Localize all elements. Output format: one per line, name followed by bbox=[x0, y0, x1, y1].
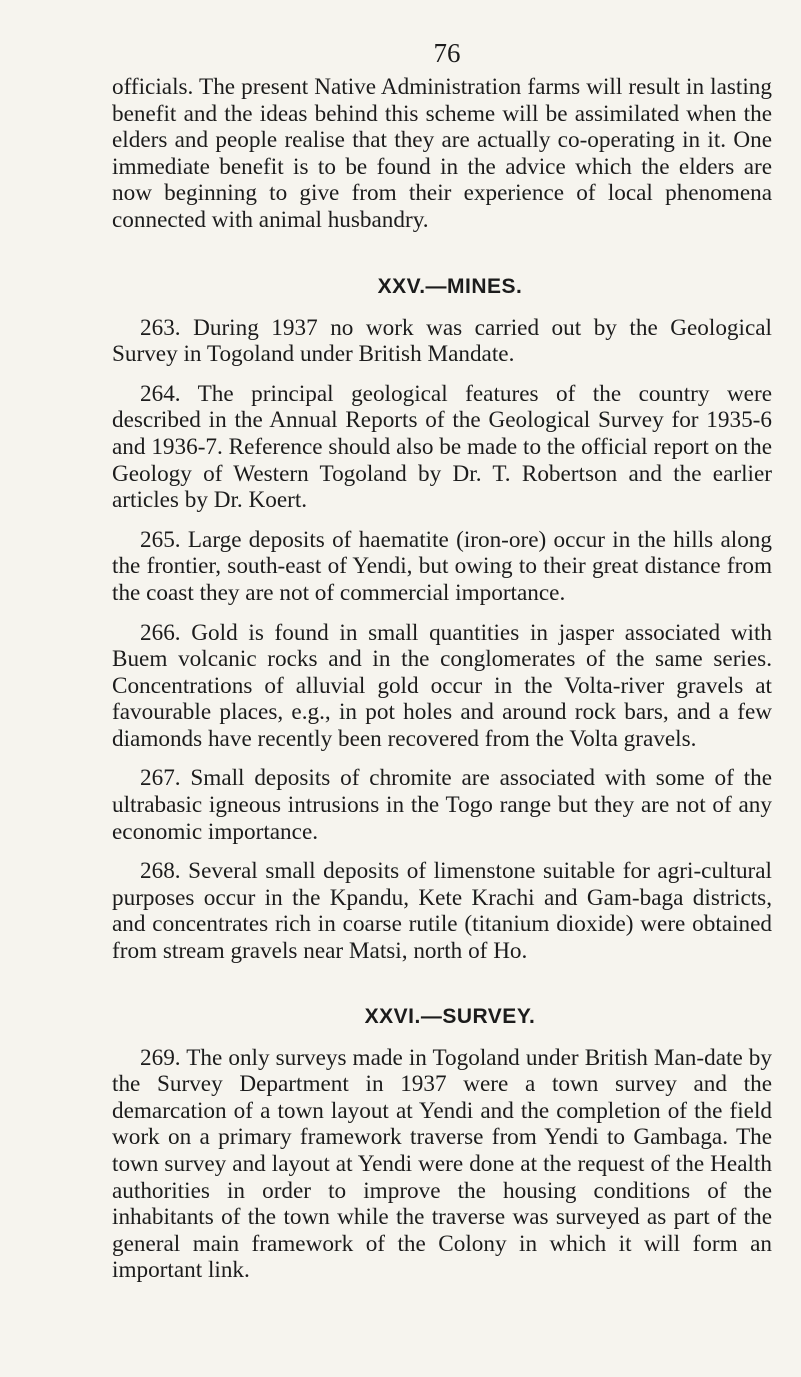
section-heading-survey: XXVI.—SURVEY. bbox=[364, 1004, 536, 1028]
paragraph-265: 265. Large deposits of haematite (iron-ore) occur in the hills along the frontier, south-east of Yendi, but owing to their great distance from the coast they are not of commercial importance. bbox=[112, 526, 772, 606]
page-number: 76 bbox=[433, 38, 461, 68]
paragraph-269: 269. The only surveys made in Togoland under British Man-date by the Survey Department in 1937 were a town survey and the demarcation of a town layout at Yendi and the completion of the field work on a primary framework traverse from Yendi to Gambaga. The town survey and layout at Yendi were done at the request of the Health authorities in order to improve the housing conditions of the inhabitants of the town while the traverse was surveyed as part of the general main framework of the Colony in which it will form an important link. bbox=[112, 1044, 772, 1284]
paragraph-268: 268. Several small deposits of limenstone suitable for agri-cultural purposes occur in the Kpandu, Kete Krachi and Gam-baga districts, and concentrates rich in coarse rutile (titanium dioxide) were obtained from stream gravels near Matsi, north of Ho. bbox=[112, 858, 772, 965]
document-page bbox=[112, 38, 772, 1284]
paragraph-266: 266. Gold is found in small quantities in jasper associated with Buem volcanic rocks and in the conglomerates of the same series. Concentrations of alluvial gold occur in the Volta-river gravels at favourable places, e.g., in pot holes and around rock bars, and a few diamonds have recently been recovered from the Volta gravels. bbox=[112, 619, 772, 752]
intro-paragraph: officials. The present Native Administration farms will result in lasting benefit and the ideas behind this scheme will be assimilated when the elders and people realise that they are actually co-operating in it. One immediate benefit is to be found in the advice which the elders are now beginning to give from their experience of local phenomena connected with animal husbandry. bbox=[112, 74, 772, 233]
paragraph-267: 267. Small deposits of chromite are associated with some of the ultrabasic igneous intrusions in the Togo range but they are not of any economic importance. bbox=[112, 765, 772, 845]
paragraph-263: 263. During 1937 no work was carried out by the Geological Survey in Togoland under British Mandate. bbox=[112, 314, 772, 368]
paragraph-264: 264. The principal geological features of the country were described in the Annual Reports of the Geological Survey for 1935-6 and 1936-7. Reference should also be made to the official report on the Geology of Western Togoland by Dr. T. Robertson and the earlier articles by Dr. Koert. bbox=[112, 380, 772, 514]
section-heading-mines: XXV.—MINES. bbox=[377, 274, 523, 298]
